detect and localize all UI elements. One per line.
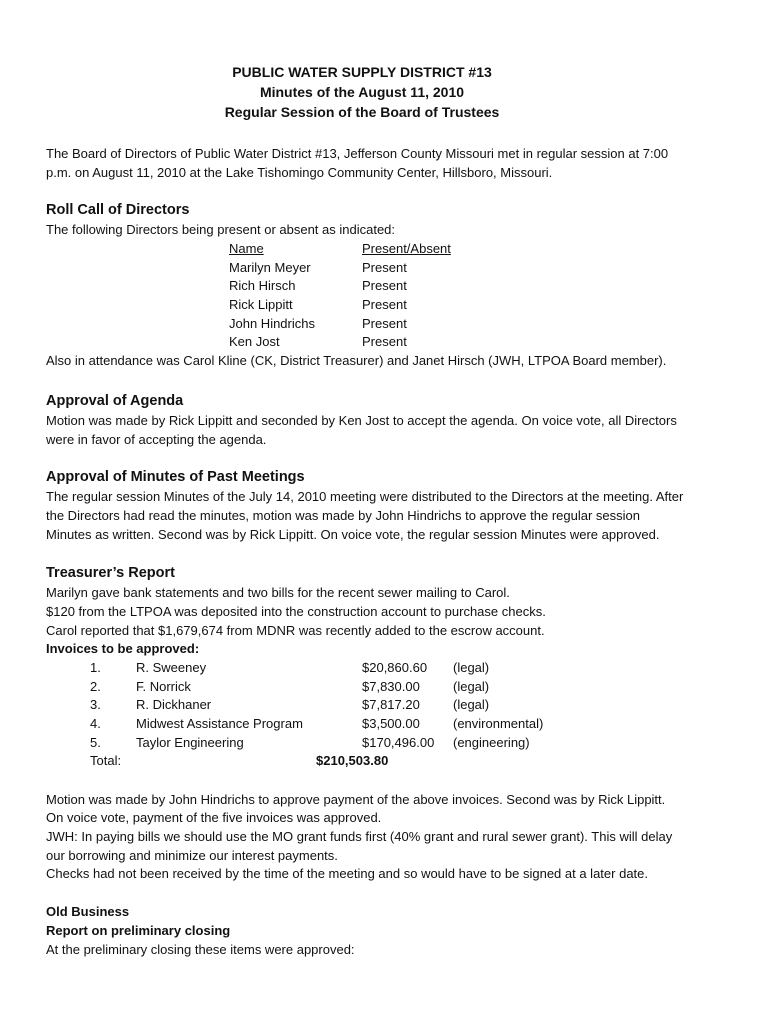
- director-name: Rick Lippitt: [229, 297, 293, 312]
- director-name: Rich Hirsch: [229, 278, 296, 293]
- invoice-category: (legal): [453, 679, 490, 694]
- invoice-number: 1.: [90, 660, 101, 675]
- director-status: Present: [362, 278, 407, 293]
- treasurer-line: $120 from the LTPOA was deposited into the construction account to purchase checks.: [46, 604, 546, 619]
- minutes-heading: Approval of Minutes of Past Meetings: [46, 469, 305, 485]
- invoice-category: (legal): [453, 697, 490, 712]
- minutes-line: the Directors had read the minutes, motion was made by John Hindrichs to approve the regular session: [46, 508, 640, 523]
- roll-call-intro: The following Directors being present or absent as indicated:: [46, 222, 396, 237]
- director-status: Present: [362, 260, 407, 275]
- agenda-line: were in favor of accepting the agenda.: [46, 432, 267, 447]
- invoice-category: (legal): [453, 660, 490, 675]
- invoice-number: 4.: [90, 716, 101, 731]
- treasurer-heading: Treasurer’s Report: [46, 565, 175, 581]
- treasurer-motion-line: Motion was made by John Hindrichs to approve payment of the above invoices. Second was by Rick Lippitt.: [46, 792, 666, 807]
- document-session-title: Regular Session of the Board of Trustees: [224, 104, 500, 120]
- invoice-number: 3.: [90, 697, 101, 712]
- invoice-total-value: $210,503.80: [316, 753, 389, 768]
- treasurer-line: Carol reported that $1,679,674 from MDNR was recently added to the escrow account.: [46, 623, 545, 638]
- director-name: John Hindrichs: [229, 316, 315, 331]
- treasurer-motion-line: Checks had not been received by the time of the meeting and so would have to be signed at a later date.: [46, 866, 648, 881]
- director-name: Marilyn Meyer: [229, 260, 311, 275]
- treasurer-motion-line: On voice vote, payment of the five invoices was approved.: [46, 810, 382, 825]
- invoice-total-label: Total:: [90, 753, 122, 768]
- invoice-amount: $7,830.00: [362, 679, 420, 694]
- director-status: Present: [362, 297, 407, 312]
- director-status: Present: [362, 316, 407, 331]
- intro-line: The Board of Directors of Public Water District #13, Jefferson County Missouri met in regular session at 7:00: [46, 146, 669, 161]
- invoice-payee: F. Norrick: [136, 679, 191, 694]
- invoice-payee: Taylor Engineering: [136, 735, 244, 750]
- document-subtitle: Minutes of the August 11, 2010: [259, 84, 465, 100]
- attendance-line: Also in attendance was Carol Kline (CK, District Treasurer) and Janet Hirsch (JWH, LTPOA Board member).: [46, 353, 667, 368]
- treasurer-motion-line: our borrowing and minimize our interest payments.: [46, 848, 338, 863]
- invoice-payee: R. Sweeney: [136, 660, 207, 675]
- old-business-heading: Old Business: [46, 904, 130, 919]
- invoice-payee: R. Dickhaner: [136, 697, 212, 712]
- invoice-category: (engineering): [453, 735, 530, 750]
- roll-call-heading: Roll Call of Directors: [46, 202, 190, 218]
- preliminary-closing-heading: Report on preliminary closing: [46, 923, 231, 938]
- roll-call-column-name: Name: [229, 241, 264, 256]
- invoice-category: (environmental): [453, 716, 544, 731]
- director-status: Present: [362, 334, 407, 349]
- invoice-amount: $170,496.00: [362, 735, 435, 750]
- document-title: PUBLIC WATER SUPPLY DISTRICT #13: [232, 64, 492, 80]
- intro-line: p.m. on August 11, 2010 at the Lake Tishomingo Community Center, Hillsboro, Missouri.: [46, 165, 553, 180]
- invoice-amount: $20,860.60: [362, 660, 428, 675]
- minutes-line: Minutes as written. Second was by Rick Lippitt. On voice vote, the regular session Minutes were approved.: [46, 527, 660, 542]
- invoice-amount: $3,500.00: [362, 716, 420, 731]
- minutes-line: The regular session Minutes of the July 14, 2010 meeting were distributed to the Directors at the meeting. After: [46, 489, 684, 504]
- roll-call-column-status: Present/Absent: [362, 241, 451, 256]
- invoice-payee: Midwest Assistance Program: [136, 716, 303, 731]
- invoice-number: 5.: [90, 735, 101, 750]
- agenda-heading: Approval of Agenda: [46, 393, 184, 409]
- invoice-number: 2.: [90, 679, 101, 694]
- invoice-amount: $7,817.20: [362, 697, 420, 712]
- treasurer-line: Marilyn gave bank statements and two bills for the recent sewer mailing to Carol.: [46, 585, 510, 600]
- treasurer-motion-line: JWH: In paying bills we should use the MO grant funds first (40% grant and rural sewer grant). This will delay: [46, 829, 673, 844]
- agenda-line: Motion was made by Rick Lippitt and seconded by Ken Jost to accept the agenda. On voice vote, all Directors: [46, 413, 677, 428]
- invoices-heading: Invoices to be approved:: [46, 641, 200, 656]
- director-name: Ken Jost: [229, 334, 280, 349]
- preliminary-closing-line: At the preliminary closing these items were approved:: [46, 942, 355, 957]
